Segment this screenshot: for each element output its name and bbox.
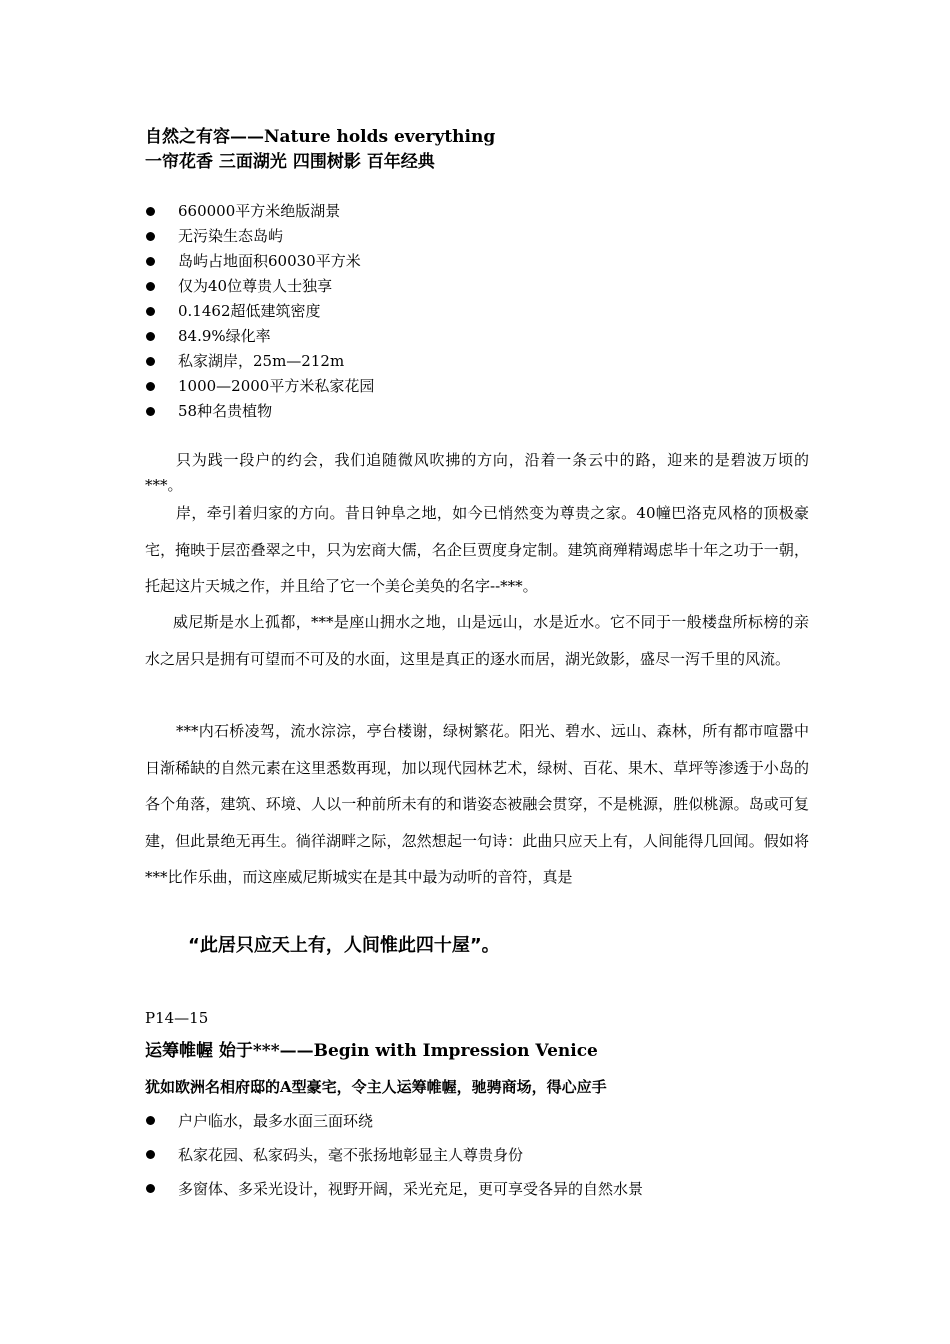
section-title: 运筹帷幄 始于***——Begin with Impression Venice [145, 1041, 598, 1061]
list-item [145, 349, 374, 374]
list-item [145, 1141, 643, 1175]
list-item [145, 224, 374, 249]
bullet-icon [146, 207, 155, 216]
list-item-text: 岛屿占地面积60030平方米 [178, 252, 361, 270]
page-reference: P14—15 [145, 1009, 209, 1027]
list-item-text: 私家湖岸，25m—212m [178, 352, 345, 370]
bullet-icon [146, 282, 155, 291]
bullet-icon [146, 407, 155, 416]
list-item [145, 299, 374, 324]
list-item-text: 660000平方米绝版湖景 [178, 202, 341, 220]
list-item-text: 0.1462超低建筑密度 [178, 302, 321, 320]
list-item [145, 1175, 643, 1209]
bullet-icon [146, 357, 155, 366]
page-subtitle: 一帘花香 三面湖光 四围树影 百年经典 [145, 152, 435, 172]
list-item [145, 399, 374, 424]
bullet-icon [146, 232, 155, 241]
list-item-text: 1000—2000平方米私家花园 [178, 377, 375, 395]
body-paragraph: 岸，牵引着归家的方向。昔日钟阜之地，如今已悄然变为尊贵之家。40幢巴洛克风格的顶极豪宅，掩映于层峦叠翠之中，只为宏商大儒，名企巨贾度身定制。建筑商殚精竭虑毕十年之功于一朝，托起这片天城之作，并且给了它一个美仑美奂的名字--***。 [145, 504, 809, 595]
list-item-text: 多窗体、多采光设计，视野开阔，采光充足，更可享受各异的自然水景 [178, 1180, 644, 1198]
page-title: 自然之有容——Nature holds everything [145, 127, 496, 147]
list-item-text: 84.9%绿化率 [178, 327, 271, 345]
list-item [145, 1107, 643, 1141]
bullet-icon [146, 1150, 155, 1159]
list-item-text: 58种名贵植物 [178, 402, 273, 420]
list-item [145, 324, 374, 349]
list-item [145, 199, 374, 224]
highlight-quote: “此居只应天上有，人间惟此四十屋”。 [188, 935, 500, 956]
body-paragraph: ***内石桥凌驾，流水淙淙，亭台楼谢，绿树繁花。阳光、碧水、远山、森林，所有都市喧嚣中日渐稀缺的自然元素在这里悉数再现，加以现代园林艺术，绿树、百花、果木、草坪等渗透于小岛的各个角落，建筑、环境、人以一种前所未有的和谐姿态被融会贯穿，不是桃源，胜似桃源。岛或可复建，但此景绝无再生。徜徉湖畔之际，忽然想起一句诗：此曲只应天上有，人间能得几回闻。假如将***比作乐曲，而这座威尼斯城实在是其中最为动听的音符，真是 [145, 722, 809, 886]
bullet-icon [146, 257, 155, 266]
bullet-icon [146, 1184, 155, 1193]
bullet-icon [146, 382, 155, 391]
feature-list [145, 199, 374, 424]
list-item-text: 仅为40位尊贵人士独享 [178, 277, 333, 295]
body-paragraph: 威尼斯是水上孤都，***是座山拥水之地，山是远山，水是近水。它不同于一般楼盘所标榜的亲水之居只是拥有可望而不可及的水面，这里是真正的逐水而居，湖光敛影，盛尽一泻千里的风流。 [145, 613, 809, 668]
list-item [145, 274, 374, 299]
list-item [145, 374, 374, 399]
list-item-text: 户户临水，最多水面三面环绕 [178, 1112, 374, 1130]
section-bullet-list [145, 1107, 643, 1209]
list-item-text: 私家花园、私家码头，毫不张扬地彰显主人尊贵身份 [178, 1146, 524, 1164]
bullet-icon [146, 307, 155, 316]
bullet-icon [146, 1116, 155, 1125]
bullet-icon [146, 332, 155, 341]
list-item-text: 无污染生态岛屿 [178, 227, 284, 245]
list-item [145, 249, 374, 274]
section-subtitle: 犹如欧洲名相府邸的A型豪宅，令主人运筹帷幄，驰骋商场，得心应手 [145, 1078, 607, 1096]
body-paragraph: 只为践一段户的约会，我们追随微风吹拂的方向，沿着一条云中的路，迎来的是碧波万顷的***。 [145, 451, 809, 494]
